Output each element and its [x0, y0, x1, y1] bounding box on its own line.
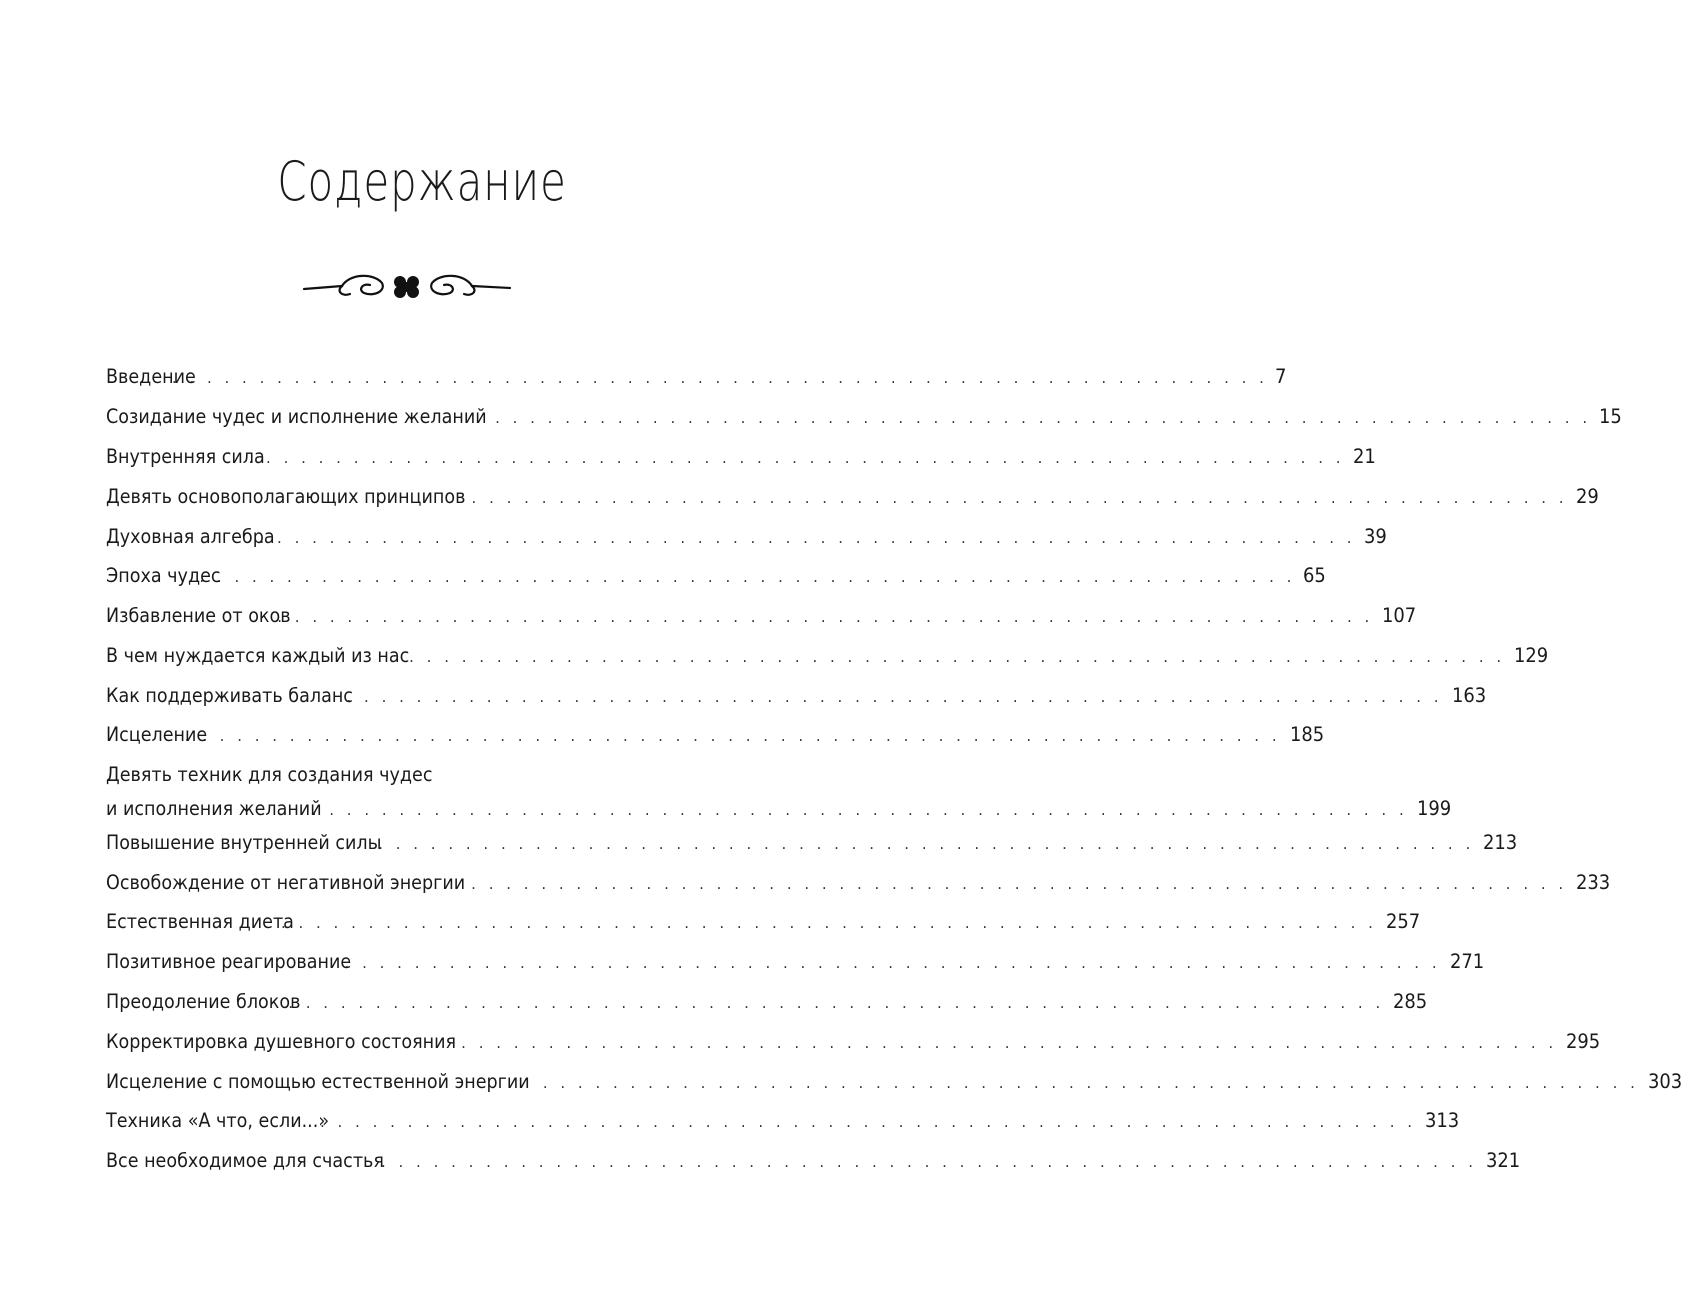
toc-entry-page: 257 — [1385, 910, 1421, 933]
toc-entry-page: 15 — [1599, 405, 1622, 428]
toc-entry-title-line2: и исполнения желаний — [106, 797, 322, 820]
toc-entry-title: Исцеление с помощью естественной энергии — [106, 1070, 530, 1093]
toc-entry-title: Естественная диета — [106, 910, 294, 933]
toc-entry-title: Все необходимое для счастья — [106, 1149, 384, 1172]
toc-entry[interactable]: Преодоление блоков . . . . . . . . . . . . . . . . . . . . . . . . . . . . . . . . . . . . . . . . . . . . . . . . . . . . . . . . . . . . . . . 285 — [106, 985, 704, 1018]
toc-entry-title: Духовная алгебра — [106, 525, 275, 548]
toc-entry-title: Как поддерживать баланс — [106, 684, 353, 707]
toc-entry-page: 163 — [1451, 684, 1486, 707]
toc-entry-page: 321 — [1485, 1149, 1521, 1172]
toc-entry-title: Повышение внутренней силы — [106, 831, 382, 854]
toc-entry[interactable]: Введение . . . . . . . . . . . . . . . . . . . . . . . . . . . . . . . . . . . . . . . . . . . . . . . . . . . . . . . . . . . . . . . 7 — [106, 360, 704, 393]
toc-entry-title-line1: Девять техник для создания чудес — [106, 763, 433, 786]
toc-entry[interactable]: Созидание чудес и исполнение желаний . . . . . . . . . . . . . . . . . . . . . . . . . . . . . . . . . . . . . . . . . . . . . . . . . . . . . . . . . . . . . . . 15 — [106, 400, 704, 433]
toc-entry[interactable]: В чем нуждается каждый из нас . . . . . . . . . . . . . . . . . . . . . . . . . . . . . . . . . . . . . . . . . . . . . . . . . . . . . . . . . . . . . . . 129 — [106, 639, 704, 672]
toc-entry-title: Позитивное реагирование — [106, 950, 352, 973]
toc-entry-page: 39 — [1363, 525, 1387, 548]
toc-entry[interactable]: Естественная диета . . . . . . . . . . . . . . . . . . . . . . . . . . . . . . . . . . . . . . . . . . . . . . . . . . . . . . . . . . . . . . . 257 — [106, 905, 704, 938]
toc-entry-page: 213 — [1483, 831, 1518, 854]
toc-entry-page: 233 — [1576, 871, 1611, 894]
toc-entry-title: Преодоление блоков — [106, 990, 301, 1013]
toc-entry-page: 129 — [1514, 644, 1549, 667]
toc-entry-title: Созидание чудес и исполнение желаний — [106, 405, 487, 428]
toc-entry-page: 285 — [1393, 990, 1428, 1013]
toc-entry-title: Освобождение от негативной энергии — [106, 871, 466, 894]
toc-entry-page: 29 — [1575, 485, 1599, 508]
toc-entry-title: Введение — [106, 365, 196, 388]
toc-entry-title: Корректировка душевного состояния — [106, 1030, 457, 1053]
toc-entry[interactable]: Внутренняя сила . . . . . . . . . . . . . . . . . . . . . . . . . . . . . . . . . . . . . . . . . . . . . . . . . . . . . . . . . . . . . . . 21 — [106, 440, 704, 473]
toc-entry[interactable]: Корректировка душевного состояния . . . . . . . . . . . . . . . . . . . . . . . . . . . . . . . . . . . . . . . . . . . . . . . . . . . . . . . . . . . . . . . 295 — [106, 1025, 704, 1058]
toc-entry-page: 21 — [1352, 445, 1376, 468]
toc-entry-title: Девять основополагающих принципов — [106, 485, 466, 508]
toc-entry[interactable]: Как поддерживать баланс . . . . . . . . . . . . . . . . . . . . . . . . . . . . . . . . . . . . . . . . . . . . . . . . . . . . . . . . . . . . . . . 163 — [106, 679, 704, 712]
toc-entry[interactable]: Эпоха чудес . . . . . . . . . . . . . . . . . . . . . . . . . . . . . . . . . . . . . . . . . . . . . . . . . . . . . . . . . . . . . . . 65 — [106, 559, 704, 592]
toc-entry[interactable]: Духовная алгебра . . . . . . . . . . . . . . . . . . . . . . . . . . . . . . . . . . . . . . . . . . . . . . . . . . . . . . . . . . . . . . . 39 — [106, 520, 704, 553]
toc-entry-page: 107 — [1382, 604, 1417, 627]
toc-entry[interactable]: Все необходимое для счастья . . . . . . . . . . . . . . . . . . . . . . . . . . . . . . . . . . . . . . . . . . . . . . . . . . . . . . . . . . . . . . . 321 — [106, 1144, 704, 1177]
toc-entry-page: 65 — [1303, 564, 1327, 587]
toc-entry-title: Избавление от оков — [106, 604, 291, 627]
toc-entry-title: Эпоха чудес — [106, 564, 221, 587]
toc-entry-page: 199 — [1416, 797, 1451, 820]
toc-entry-page: 7 — [1274, 365, 1287, 388]
toc-entry[interactable]: Исцеление с помощью естественной энергии . . . . . . . . . . . . . . . . . . . . . . . . . . . . . . . . . . . . . . . . . . . . . . . . . . . . . . . . . . . . . . . 303 — [106, 1065, 704, 1098]
toc-entry-page: 295 — [1566, 1030, 1601, 1053]
toc-entry-title: Техника «А что, если...» — [106, 1109, 330, 1132]
toc-entry-title: Внутренняя сила — [106, 445, 265, 468]
flourish-ornament-icon — [302, 265, 512, 307]
toc-entry-page: 185 — [1289, 723, 1324, 746]
toc-entry[interactable]: Исцеление . . . . . . . . . . . . . . . . . . . . . . . . . . . . . . . . . . . . . . . . . . . . . . . . . . . . . . . . . . . . . . . 185 — [106, 718, 704, 751]
toc-entry-title: Исцеление — [106, 723, 208, 746]
toc-entry[interactable]: Девять техник для создания чудес и исполнения желаний . . . . . . . . . . . . . . . . . . . . . . . . . . . . . . . . . . . . . . . . . . . . . . . . . . . . . . . . . . . . . . . 199 — [106, 758, 704, 825]
toc-entry-title: В чем нуждается каждый из нас — [106, 644, 410, 667]
toc-entry-page: 303 — [1647, 1070, 1682, 1093]
toc-entry[interactable]: Позитивное реагирование . . . . . . . . . . . . . . . . . . . . . . . . . . . . . . . . . . . . . . . . . . . . . . . . . . . . . . . . . . . . . . . 271 — [106, 945, 704, 978]
toc-entry[interactable]: Избавление от оков . . . . . . . . . . . . . . . . . . . . . . . . . . . . . . . . . . . . . . . . . . . . . . . . . . . . . . . . . . . . . . . 107 — [106, 599, 704, 632]
toc-entry[interactable]: Повышение внутренней силы . . . . . . . . . . . . . . . . . . . . . . . . . . . . . . . . . . . . . . . . . . . . . . . . . . . . . . . . . . . . . . . 213 — [106, 826, 704, 859]
toc-entry[interactable]: Девять основополагающих принципов . . . . . . . . . . . . . . . . . . . . . . . . . . . . . . . . . . . . . . . . . . . . . . . . . . . . . . . . . . . . . . . 29 — [106, 480, 704, 513]
toc-entry-page: 313 — [1424, 1109, 1460, 1132]
toc-entry[interactable]: Освобождение от негативной энергии . . . . . . . . . . . . . . . . . . . . . . . . . . . . . . . . . . . . . . . . . . . . . . . . . . . . . . . . . . . . . . . 233 — [106, 866, 704, 899]
toc-entry[interactable]: Техника «А что, если...» . . . . . . . . . . . . . . . . . . . . . . . . . . . . . . . . . . . . . . . . . . . . . . . . . . . . . . . . . . . . . . . 313 — [106, 1104, 704, 1137]
page-title: Содержание — [277, 150, 567, 213]
toc-entry-page: 271 — [1449, 950, 1484, 973]
